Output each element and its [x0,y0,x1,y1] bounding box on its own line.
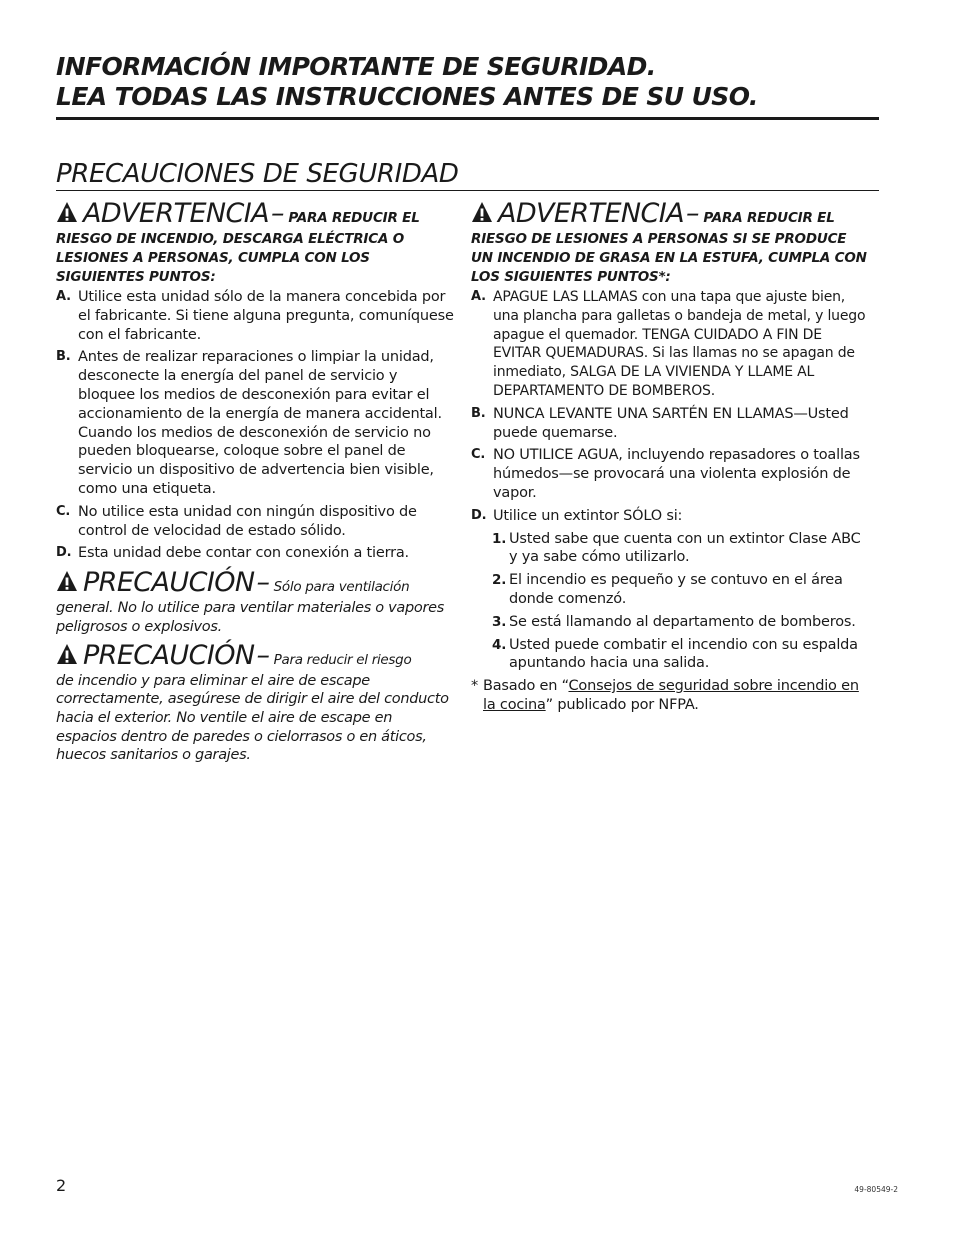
list-text: APAGUE LAS LLAMAS con una tapa que ajuste bien, una plancha para galletas o bandeja de metal, y luego apague el quemador. TENGA CUIDADO A FIN DE EVITAR QUEMADURAS. Si las llamas no se apagan de inmediato, SALGA DE LA VIVIENDA Y LLAME AL DEPARTAMENTO DE BOMBEROS. [493,289,866,399]
list-marker: B. [471,405,486,421]
list-text: NO UTILICE AGUA, incluyendo repasadores o toallas húmedos—se provocará una violenta explosión de vapor. [493,447,860,501]
warning-dash: – [271,198,285,229]
nfpa-tips-link[interactable]: Consejos de seguridad sobre incendio en la cocina [483,678,859,713]
list-item [471,288,869,401]
list-marker: A. [471,289,486,304]
warning-triangle-icon [471,201,493,229]
list-text: NUNCA LEVANTE UNA SARTÉN EN LLAMAS—Usted puede quemarse. [493,405,849,441]
list-item [492,636,869,674]
warning-lead: PARA REDUCIR EL RIESGO DE LESIONES A PERSONAS SI SE PRODUCE UN INCENDIO DE GRASA EN LA ESTUFA, CUMPLA CON LOS SIGUIENTES PUNTOS*: [471,210,867,285]
section-title: PRECAUCIONES DE SEGURIDAD [56,159,459,189]
warning-lead: PARA REDUCIR EL RIESGO DE INCENDIO, DESCARGA ELÉCTRICA O LESIONES A PERSONAS, CUMPLA CON LOS SIGUIENTES PUNTOS: [56,210,420,285]
footnote-marker: * [471,678,479,695]
list-text: Esta unidad debe contar con conexión a tierra. [78,545,409,562]
list-marker: A. [56,289,71,304]
warning-block-grease-fire [471,198,869,287]
list-marker: B. [56,349,71,365]
list-text: Se está llamando al departamento de bomberos. [509,613,856,630]
page-number: 2 [56,1176,67,1195]
right-column [471,198,869,715]
caution-title: PRECAUCIÓN [83,639,255,671]
footnote-text [483,677,869,715]
section-rule [56,190,879,191]
caution-body: de incendio y para eliminar el aire de escape correctamente, asegúrese de dirigir el aire del conducto hacia el exterior. No ventile el aire de escape en espacios dentro de paredes o cielorrasos o en áticos, huecos sanitarios o garajes. [56,672,449,764]
extinguisher-conditions-list [492,530,869,674]
list-item [492,530,869,568]
list-text: El incendio es pequeño y se contuvo en el área donde comenzó. [509,572,843,607]
warning-dash: – [686,198,700,229]
list-marker: C. [56,503,71,519]
list-item [492,613,869,632]
list-marker: C. [471,447,486,463]
list-marker: 2. [492,572,507,589]
list-item [471,446,869,502]
electrical-safety-list [56,288,454,563]
list-item [56,288,454,344]
list-item [56,348,454,498]
warning-title: ADVERTENCIA [498,198,684,229]
header-rule [56,117,879,120]
warning-triangle-icon [56,643,78,671]
list-text: Antes de realizar reparaciones o limpiar la unidad, desconecte la energía del panel de servicio y bloquee los medios de desconexión para evitar el accionamiento de la energía de manera accidental. Cuando los medios de desconexión de servicio no pueden bloquearse, coloque sobre el panel de servicio un dispositivo de advertencia bien visible, como una etiqueta. [78,349,442,497]
footnote [471,677,869,715]
list-marker: 1. [492,530,507,547]
footnote-suffix: ” publicado por NFPA. [545,696,699,713]
list-item [471,405,869,443]
list-item [471,507,869,526]
caution-body: general. No lo utilice para ventilar materiales o vapores peligrosos o explosivos. [56,600,445,635]
list-item [492,571,869,609]
list-marker: 4. [492,636,507,653]
list-item [56,544,454,563]
list-marker: D. [471,507,487,523]
left-column [56,198,454,765]
caution-dash: – [256,567,270,599]
list-marker: D. [56,545,72,561]
grease-fire-list [471,288,869,526]
list-marker: 3. [492,613,507,630]
caution-dash: – [256,639,270,671]
header-line-1: INFORMACIÓN IMPORTANTE DE SEGURIDAD. [56,52,656,81]
caution-lead: Sólo para ventilación [273,579,410,596]
list-text: Utilice un extintor SÓLO si: [493,507,683,524]
caution-title: PRECAUCIÓN [83,567,255,599]
caution-block-ventilation [56,567,454,636]
document-header [56,52,896,112]
list-text: Utilice esta unidad sólo de la manera concebida por el fabricante. Si tiene alguna pregunta, comuníquese con el fabricante. [78,289,454,343]
document-code: 49-80549-2 [854,1185,898,1194]
list-text: No utilice esta unidad con ningún dispositivo de control de velocidad de estado sólido. [78,503,417,539]
list-text: Usted sabe que cuenta con un extintor Clase ABC y ya sabe cómo utilizarlo. [509,530,861,566]
warning-block-electrical [56,198,454,287]
caution-lead: Para reducir el riesgo [273,651,412,668]
list-text: Usted puede combatir el incendio con su espalda apuntando hacia una salida. [509,636,858,672]
footnote-prefix: Basado en “ [483,678,569,695]
warning-title: ADVERTENCIA [83,198,269,229]
caution-block-exhaust [56,640,454,766]
warning-triangle-icon [56,570,78,598]
list-item [56,503,454,541]
header-line-2: LEA TODAS LAS INSTRUCCIONES ANTES DE SU USO. [56,82,758,111]
warning-triangle-icon [56,201,78,229]
